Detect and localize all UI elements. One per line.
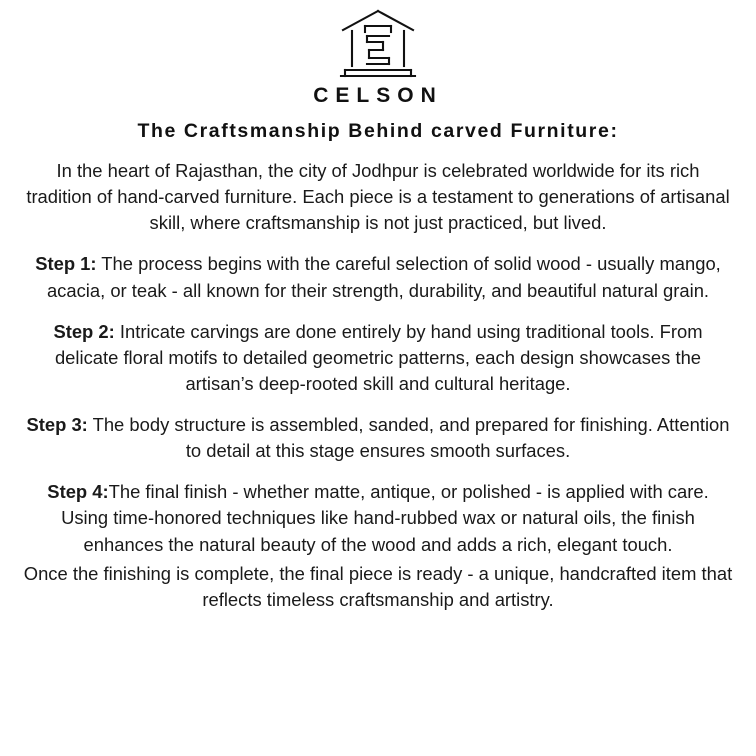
step-4-text: The final finish - whether matte, antique, or polished - is applied with care. Using time-honored techniques like hand-rubbed wax or natural oils, the finish enhances the natural beauty of the wood and adds a rich, elegant touch.	[61, 481, 709, 555]
paragraph-closing-text: Once the finishing is complete, the final piece is ready - a unique, handcrafted item that reflects timeless craftsmanship and artistry.	[23, 562, 733, 610]
paragraph-step-3	[22, 412, 734, 464]
step-3-label: Step 3:	[26, 414, 88, 435]
paragraph-intro	[22, 158, 734, 236]
article-body	[22, 143, 734, 613]
step-1-label: Step 1:	[35, 253, 97, 275]
paragraph-step-4	[22, 479, 734, 557]
brand-logo	[335, 8, 421, 80]
step-4-label: Step 4:	[47, 481, 109, 503]
paragraph-step-2	[22, 319, 734, 397]
step-3-text: The body structure is assembled, sanded, and prepared for finishing. Attention to detail at this stage ensures smooth surfaces.	[87, 414, 730, 462]
paragraph-closing	[22, 561, 734, 613]
step-2-text: Intricate carvings are done entirely by hand using traditional tools. From delicate floral motifs to detailed geometric patterns, each design showcases the artisan’s deep-rooted skill and cultural heritage.	[54, 320, 703, 394]
brand-name: CELSON	[313, 84, 443, 107]
page-title: The Craftsmanship Behind carved Furniture:	[137, 120, 619, 142]
paragraph-step-1	[22, 251, 734, 303]
step-1-text: The process begins with the careful selection of solid wood - usually mango, acacia, or teak - all known for their strength, durability, and beautiful natural grain.	[46, 253, 721, 301]
house-letter-c-logo-icon	[335, 8, 421, 80]
paragraph-intro-text: In the heart of Rajasthan, the city of Jodhpur is celebrated worldwide for its rich tradition of hand-carved furniture. Each piece is a testament to generations of artisanal skill, where craftsmanship is not just practiced, but lived.	[26, 160, 730, 234]
step-2-label: Step 2:	[53, 320, 115, 342]
